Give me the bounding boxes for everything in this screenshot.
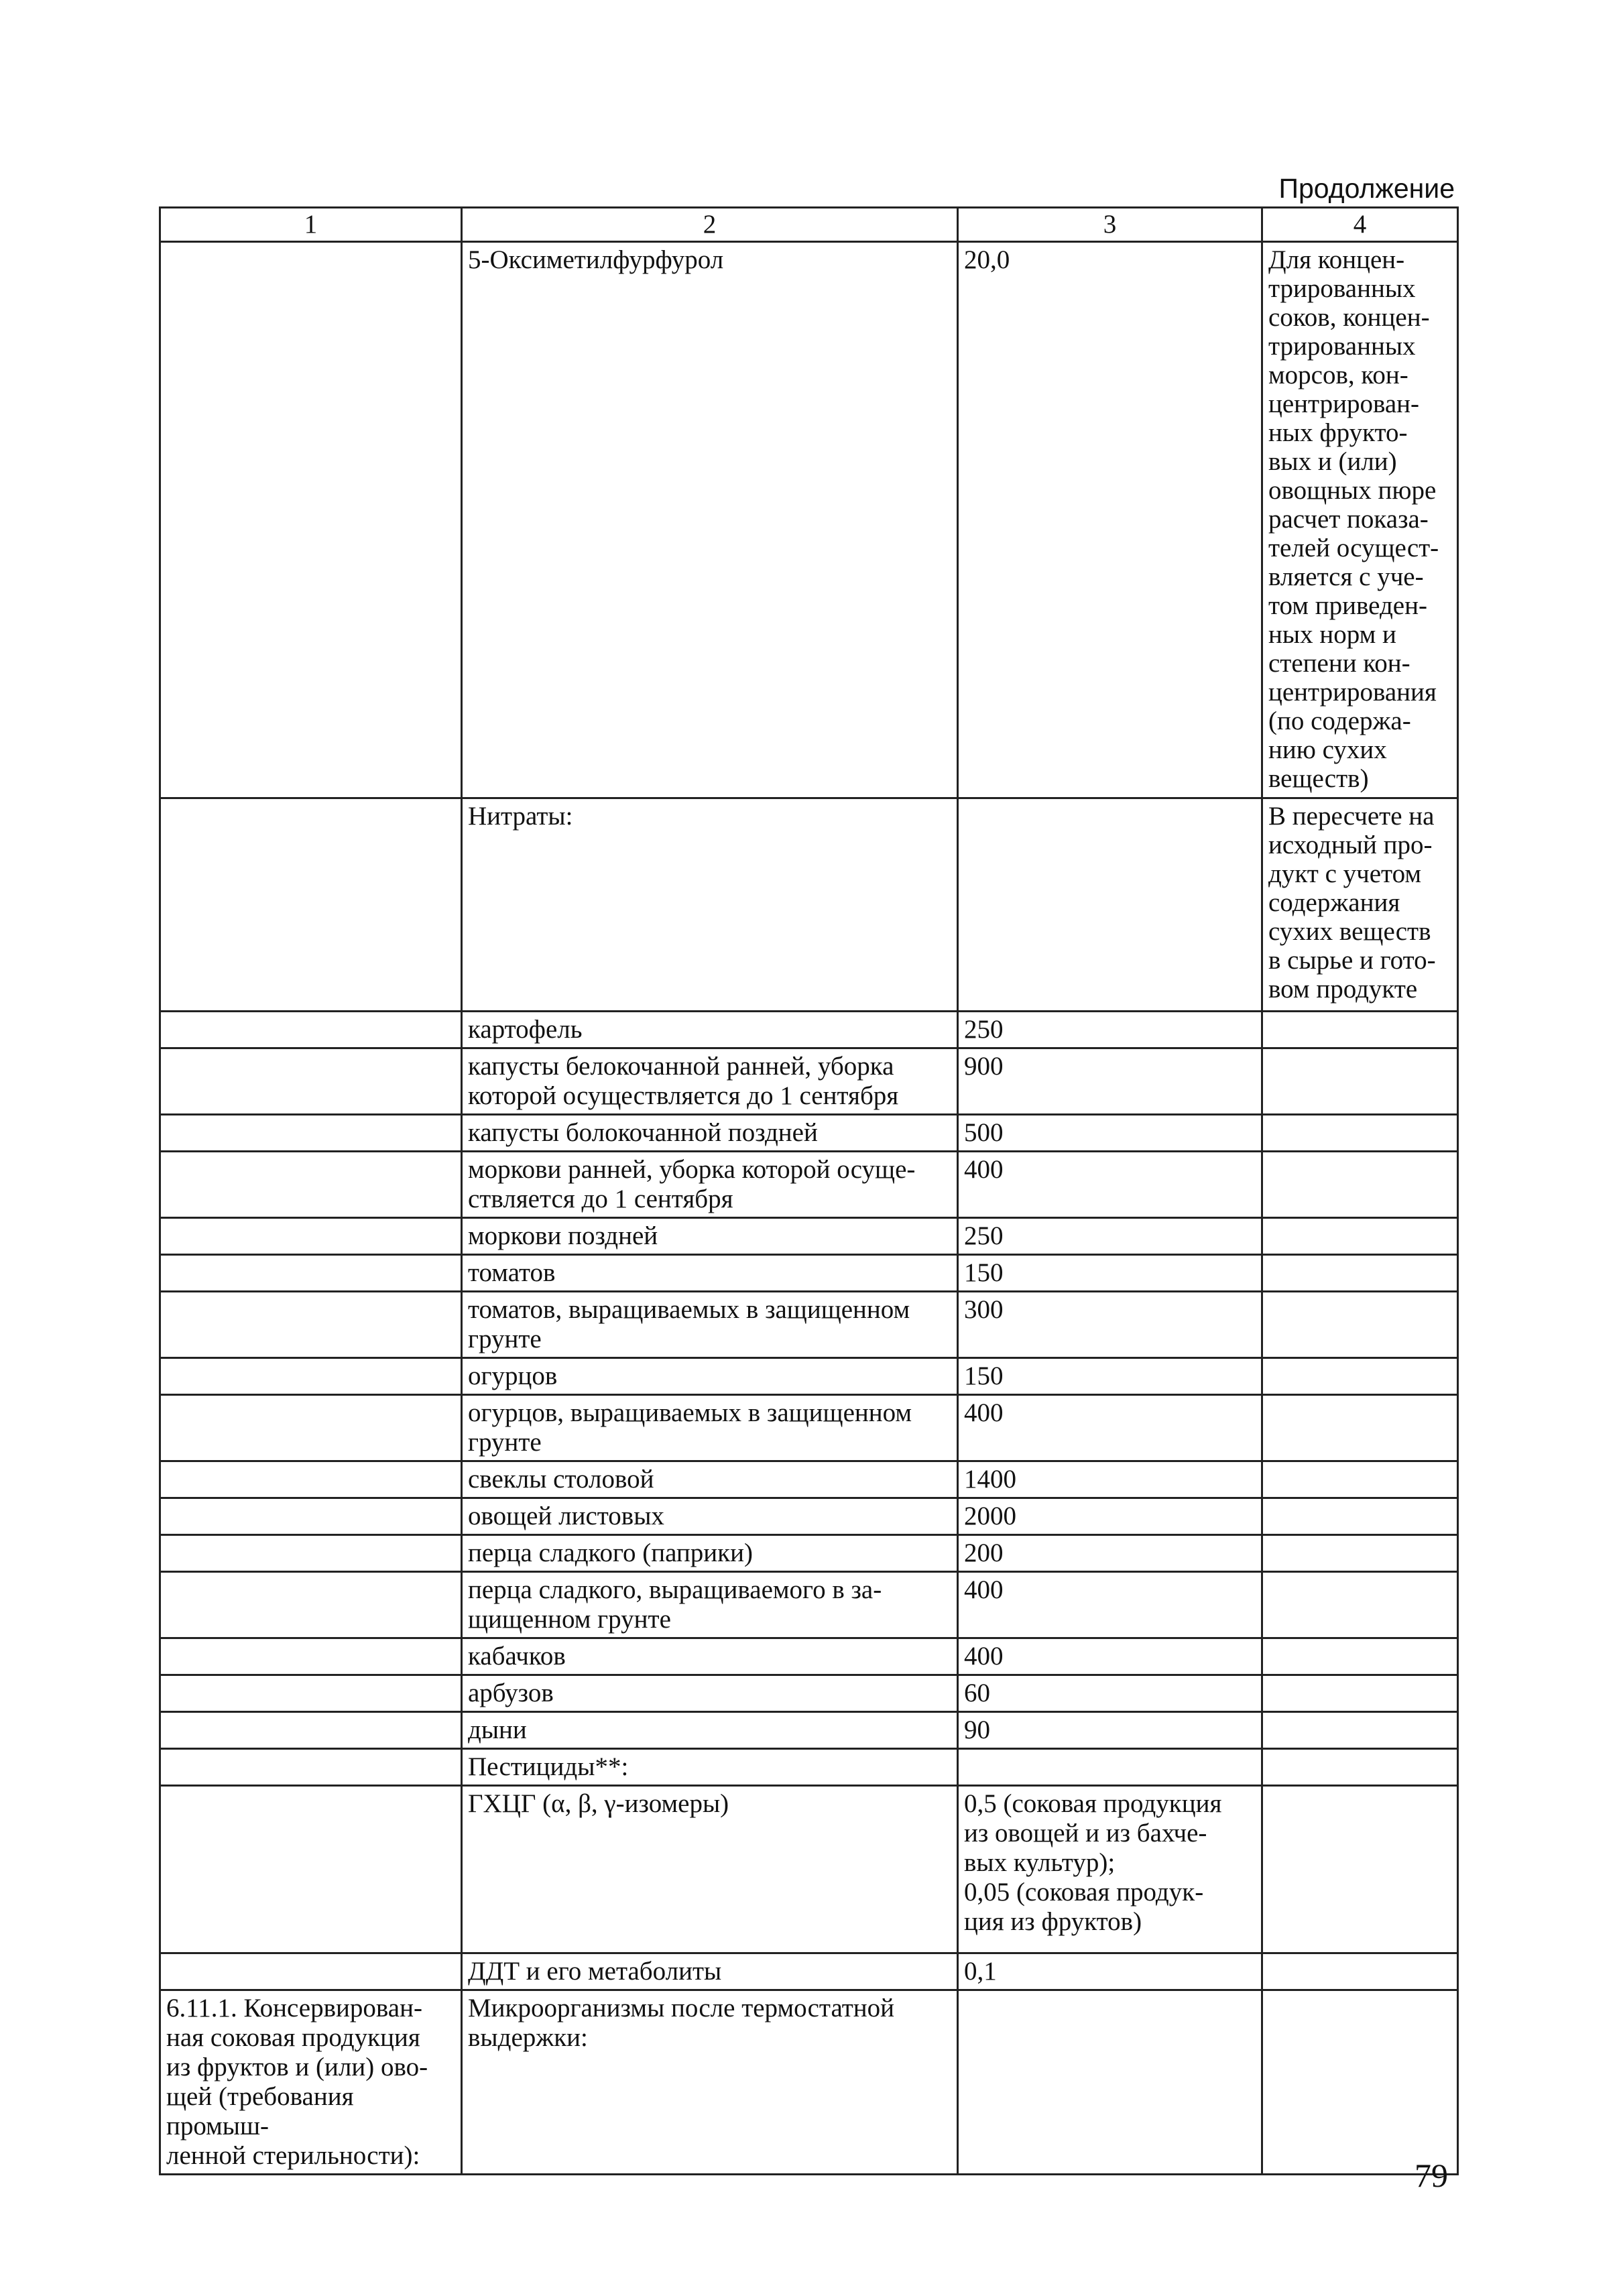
table-row (160, 1712, 1458, 1749)
column-number: 1 (160, 208, 462, 242)
table-row (160, 1358, 1458, 1395)
cell-col-1 (160, 1012, 462, 1048)
cell-col-3 (958, 1749, 1262, 1786)
table-row (160, 1535, 1458, 1572)
table-row (160, 242, 1458, 798)
cell-col-1 (160, 1292, 462, 1358)
cell-col-3 (958, 1990, 1262, 2175)
cell-col-1 (160, 1218, 462, 1255)
cell-col-3: 20,0 (958, 242, 1262, 798)
cell-col-4 (1262, 1535, 1458, 1572)
cell-col-1 (160, 1535, 462, 1572)
cell-col-3: 150 (958, 1358, 1262, 1395)
cell-col-4 (1262, 1358, 1458, 1395)
cell-col-2: Пестициды**: (462, 1749, 958, 1786)
cell-col-2: моркови поздней (462, 1218, 958, 1255)
table-row (160, 1461, 1458, 1498)
cell-col-3: 0,5 (соковая продукция из овощей и из бахче- вых культур); 0,05 (соковая продук- ция из фруктов) (958, 1786, 1262, 1953)
cell-col-1 (160, 1255, 462, 1292)
cell-col-1 (160, 1786, 462, 1953)
cell-col-3: 200 (958, 1535, 1262, 1572)
cell-col-1 (160, 1675, 462, 1712)
cell-col-2: перца сладкого, выращиваемого в за- щищенном грунте (462, 1572, 958, 1638)
cell-col-4 (1262, 1786, 1458, 1953)
cell-col-4 (1262, 1572, 1458, 1638)
column-number-row (160, 208, 1458, 242)
cell-col-1 (160, 1572, 462, 1638)
cell-col-3: 150 (958, 1255, 1262, 1292)
cell-col-2: моркови ранней, уборка которой осуще- ствляется до 1 сентября (462, 1152, 958, 1218)
norms-table (159, 206, 1459, 2175)
cell-col-1 (160, 1712, 462, 1749)
cell-col-3: 2000 (958, 1498, 1262, 1535)
column-number: 4 (1262, 208, 1458, 242)
cell-col-1 (160, 242, 462, 798)
table-row (160, 1990, 1458, 2175)
cell-col-2: арбузов (462, 1675, 958, 1712)
cell-col-2: огурцов, выращиваемых в защищенном грунте (462, 1395, 958, 1461)
cell-col-3: 400 (958, 1638, 1262, 1675)
cell-col-4 (1262, 1498, 1458, 1535)
cell-col-4 (1262, 1218, 1458, 1255)
cell-col-1 (160, 1115, 462, 1152)
cell-col-4 (1262, 1152, 1458, 1218)
table-row (160, 1048, 1458, 1115)
cell-col-3: 0,1 (958, 1953, 1262, 1990)
table-row (160, 1498, 1458, 1535)
cell-col-4 (1262, 1712, 1458, 1749)
table-row (160, 1395, 1458, 1461)
cell-col-3: 90 (958, 1712, 1262, 1749)
cell-col-3: 300 (958, 1292, 1262, 1358)
continuation-label: Продолжение (1278, 173, 1455, 204)
table-row (160, 1675, 1458, 1712)
cell-col-1 (160, 1461, 462, 1498)
cell-col-4 (1262, 1048, 1458, 1115)
cell-col-2: ДДТ и его метаболиты (462, 1953, 958, 1990)
cell-col-1 (160, 1395, 462, 1461)
cell-col-4 (1262, 1990, 1458, 2175)
table-row (160, 1638, 1458, 1675)
cell-col-3: 250 (958, 1218, 1262, 1255)
cell-col-1 (160, 798, 462, 1012)
table-row (160, 1749, 1458, 1786)
cell-col-2: картофель (462, 1012, 958, 1048)
table-row (160, 1115, 1458, 1152)
table-row (160, 1152, 1458, 1218)
cell-col-2: овощей листовых (462, 1498, 958, 1535)
cell-col-1 (160, 1498, 462, 1535)
column-number: 2 (462, 208, 958, 242)
cell-col-3: 400 (958, 1572, 1262, 1638)
cell-col-1 (160, 1048, 462, 1115)
cell-col-1 (160, 1953, 462, 1990)
cell-col-3: 60 (958, 1675, 1262, 1712)
cell-col-2: кабачков (462, 1638, 958, 1675)
cell-col-1 (160, 1638, 462, 1675)
table-row (160, 798, 1458, 1012)
cell-col-3: 400 (958, 1152, 1262, 1218)
cell-col-1 (160, 1358, 462, 1395)
cell-col-4 (1262, 1395, 1458, 1461)
table-row (160, 1572, 1458, 1638)
cell-col-4 (1262, 1749, 1458, 1786)
table-row (160, 1218, 1458, 1255)
cell-col-2: капусты болокочанной поздней (462, 1115, 958, 1152)
cell-col-3: 250 (958, 1012, 1262, 1048)
table-row (160, 1292, 1458, 1358)
cell-col-2: 5-Оксиметилфурфурол (462, 242, 958, 798)
cell-col-2: томатов, выращиваемых в защищенном грунте (462, 1292, 958, 1358)
cell-col-2: огурцов (462, 1358, 958, 1395)
cell-col-4 (1262, 1115, 1458, 1152)
cell-col-4 (1262, 1012, 1458, 1048)
cell-col-2: томатов (462, 1255, 958, 1292)
cell-col-2: дыни (462, 1712, 958, 1749)
cell-col-2: Микроорганизмы после термостатной выдержки: (462, 1990, 958, 2175)
cell-col-3 (958, 798, 1262, 1012)
table-row (160, 1786, 1458, 1953)
cell-col-4 (1262, 1255, 1458, 1292)
table-body (160, 242, 1458, 2175)
column-number: 3 (958, 208, 1262, 242)
cell-col-1 (160, 1749, 462, 1786)
cell-col-3: 500 (958, 1115, 1262, 1152)
cell-col-4: В пересчете на исходный про- дукт с учетом содержания сухих веществ в сырье и гото- вом продукте (1262, 798, 1458, 1012)
cell-col-1: 6.11.1. Консервирован- ная соковая продукция из фруктов и (или) ово- щей (требования промыш- ленной стерильности): (160, 1990, 462, 2175)
table-row (160, 1953, 1458, 1990)
cell-col-1 (160, 1152, 462, 1218)
cell-col-4 (1262, 1292, 1458, 1358)
cell-col-4 (1262, 1953, 1458, 1990)
cell-col-3: 1400 (958, 1461, 1262, 1498)
cell-col-4 (1262, 1675, 1458, 1712)
cell-col-2: перца сладкого (паприки) (462, 1535, 958, 1572)
cell-col-3: 400 (958, 1395, 1262, 1461)
cell-col-2: свеклы столовой (462, 1461, 958, 1498)
page-number: 79 (1415, 2157, 1448, 2194)
cell-col-3: 900 (958, 1048, 1262, 1115)
cell-col-2: капусты белокочанной ранней, уборка которой осуществляется до 1 сентября (462, 1048, 958, 1115)
cell-col-4 (1262, 1461, 1458, 1498)
cell-col-4 (1262, 1638, 1458, 1675)
cell-col-2: ГХЦГ (α, β, γ-изомеры) (462, 1786, 958, 1953)
table-row (160, 1255, 1458, 1292)
table-row (160, 1012, 1458, 1048)
cell-col-2: Нитраты: (462, 798, 958, 1012)
cell-col-4: Для концен- трированных соков, концен- трированных морсов, кон- центрирован- ных фрукто- вых и (или) овощных пюре расчет показа- телей осущест- вляется с уче- том приведен- ных норм и степени кон- центрирования (по содержа- нию сухих веществ) (1262, 242, 1458, 798)
